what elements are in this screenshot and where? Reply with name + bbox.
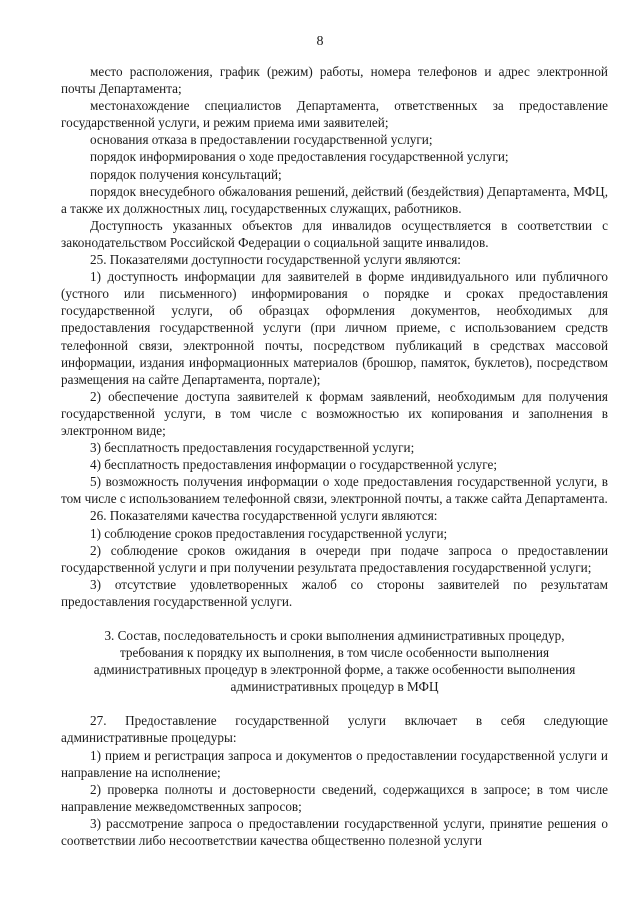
- paragraph: 1) соблюдение сроков предоставления государственной услуги;: [90, 525, 448, 541]
- paragraph: 25. Показателями доступности государственной услуги являются:: [90, 252, 461, 268]
- paragraph: 2) обеспечение доступа заявителей к формам заявлений, необходимым для получения государственной услуги, в том числе с возможностью их копирования и заполнения в электронном виде;: [61, 388, 608, 438]
- paragraph: 3) рассмотрение запроса о предоставлении государственной услуги, принятие решения о соответствии либо несоответствии качества общественно полезной услуги: [61, 815, 608, 849]
- bottom-paragraphs: [61, 712, 608, 849]
- paragraph: 5) возможность получения информации о ходе предоставления государственной услуги, в том числе с использованием телефонной связи, электронной почты, а также сайта Департамента.: [61, 474, 608, 507]
- paragraph: порядок информирования о ходе предоставления государственной услуги;: [90, 149, 509, 165]
- paragraph: 27. Предоставление государственной услуги включает в себя следующие административные процедуры:: [61, 713, 608, 746]
- paragraph: 3) отсутствие удовлетворенных жалоб со стороны заявителей по результатам предоставления государственной услуги.: [61, 576, 608, 609]
- paragraph: 1) доступность информации для заявителей в форме индивидуального или публичного (устного или письменного) информирования о порядке и сроках предоставления государственной услуги, об образцах оформления документов, необходимых для предоставления государственной услуги (при личном приеме, с использованием средств телефонной связи, электронной почты, посредством публикаций в средствах массовой информации, издания информационных материалов (брошюр, памяток, буклетов), посредством размещения на сайте Департамента, портале);: [61, 269, 608, 387]
- top-paragraphs: [61, 63, 608, 610]
- paragraph: 3) бесплатность предоставления государственной услуги;: [90, 440, 415, 456]
- paragraph: порядок внесудебного обжалования решений, действий (бездействия) Департамента, МФЦ, а также их должностных лиц, государственных служащих, работников.: [61, 183, 608, 216]
- paragraph: местонахождение специалистов Департамента, ответственных за предоставление государственной услуги, и режим приема ими заявителей;: [61, 98, 608, 131]
- paragraph: 2) соблюдение сроков ожидания в очереди при подаче запроса о предоставлении государственной услуги и при получении результата предоставления государственной услуги;: [61, 542, 608, 575]
- paragraph: Доступность указанных объектов для инвалидов осуществляется в соответствии с законодательством Российской Федерации о социальной защите инвалидов.: [61, 217, 608, 250]
- document-body: [61, 63, 608, 849]
- paragraph: основания отказа в предоставлении государственной услуги;: [90, 132, 433, 148]
- paragraph: место расположения, график (режим) работы, номера телефонов и адрес электронной почты Департамента;: [61, 64, 608, 97]
- paragraph: 26. Показателями качества государственной услуги являются:: [90, 508, 438, 524]
- page-number: 8: [316, 34, 324, 49]
- paragraph: 2) проверка полноты и достоверности сведений, содержащихся в запросе; в том числе направление межведомственных запросов;: [61, 781, 608, 814]
- paragraph: 1) прием и регистрация запроса и документов о предоставлении государственной услуги и направление на исполнение;: [61, 747, 608, 780]
- paragraph: 4) бесплатность предоставления информации о государственной услуге;: [90, 457, 498, 473]
- section-heading: 3. Состав, последовательность и сроки выполнения административных процедур, требования к порядку их выполнения, в том числе особенности выполнения административных процедур в электронной форме, а также особенности выполнения административных процедур в МФЦ: [93, 628, 576, 695]
- paragraph: порядок получения консультаций;: [90, 166, 282, 182]
